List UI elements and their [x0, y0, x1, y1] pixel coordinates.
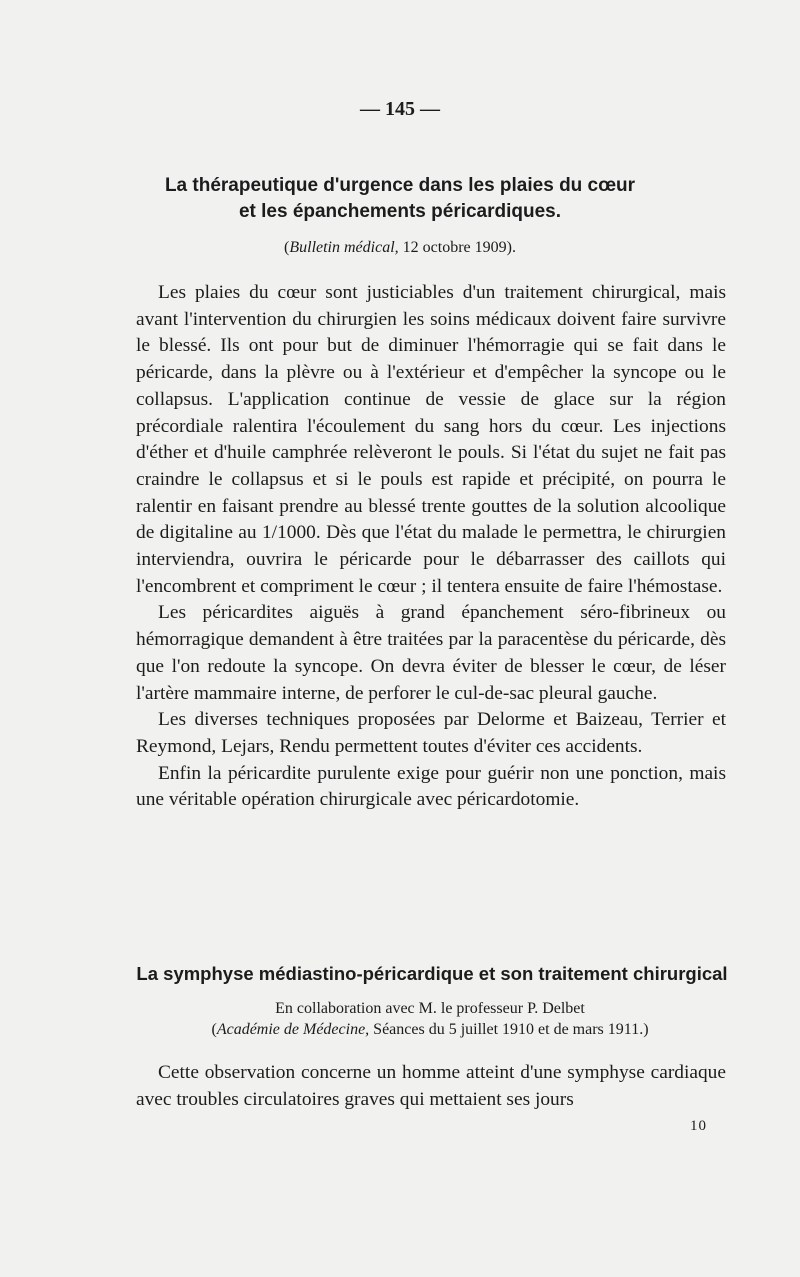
- page-number: — 145 —: [360, 98, 440, 120]
- source-date: 12 octobre 1909).: [402, 239, 516, 256]
- signature-mark: 10: [690, 1118, 707, 1134]
- section1-paragraph-3: Les diverses techniques proposées par Delorme et Baizeau, Terrier et Reymond, Lejars, Rendu permettent toutes d'éviter ces accidents.: [136, 709, 726, 757]
- collab-academy: Académie de Médecine,: [216, 1021, 370, 1038]
- section1-body: [136, 280, 726, 814]
- collab-sessions: Séances du 5 juillet 1910 et de mars 1911.): [373, 1021, 649, 1038]
- section1-title: [120, 173, 680, 225]
- section1-title-line2: et les épanchements péricardiques.: [238, 201, 562, 222]
- collab-line2: (Académie de Médecine, Séances du 5 juillet 1910 et de mars 1911.): [211, 1021, 649, 1038]
- section2-paragraph: Cette observation concerne un homme atteint d'une symphyse cardiaque avec troubles circulatoires graves qui mettaient ses jours: [136, 1062, 726, 1110]
- collab-line1: En collaboration avec M. le professeur P. Delbet: [275, 1000, 585, 1017]
- section1-paragraph-2: Les péricardites aiguës à grand épanchement séro-fibrineux ou hémorragique demandent à être traitées par la paracentèse du péricarde, dès que l'on redoute la syncope. On devra éviter de blesser le cœur, de léser l'artère mammaire interne, de perforer le cul-de-sac pleural gauche.: [136, 602, 726, 704]
- section1-title-line1: La thérapeutique d'urgence dans les plaies du cœur: [164, 175, 636, 196]
- section1-source: (Bulletin médical, 12 octobre 1909).: [284, 239, 516, 256]
- source-journal: Bulletin médical,: [289, 239, 399, 256]
- section1-paragraph-1: Les plaies du cœur sont justiciables d'un traitement chirurgical, mais avant l'intervention du chirurgien les soins médicaux doivent faire survivre le blessé. Ils ont pour but de diminuer l'hémorragie qui se fait dans le péricarde, dans la plèvre ou à l'extérieur et d'empêcher la syncope ou le collapsus. L'application continue de vessie de glace sur la région précordiale ralentira l'écoulement du sang hors du cœur. Les injections d'éther et d'huile camphrée relèveront le pouls. Si l'état du sujet ne fait pas craindre le collapsus et si le pouls est rapide et précipité, on pourra le ralentir en faisant prendre au blessé trente gouttes de la solution alcoolique de digitaline au 1/1000. Dès que l'état du malade le permettra, le chirurgien interviendra, ouvrira le péricarde pour le débarrasser des caillots qui l'encombrent et compriment le cœur ; il tentera ensuite de faire l'hémostase.: [136, 282, 726, 597]
- section2-title: La symphyse médiastino-péricardique et son traitement chirurgical: [136, 963, 728, 984]
- section2-collaboration: [150, 998, 710, 1040]
- section2-body: [136, 1060, 726, 1113]
- section1-paragraph-4: Enfin la péricardite purulente exige pour guérir non une ponction, mais une véritable opération chirurgicale avec péricardotomie.: [136, 762, 726, 811]
